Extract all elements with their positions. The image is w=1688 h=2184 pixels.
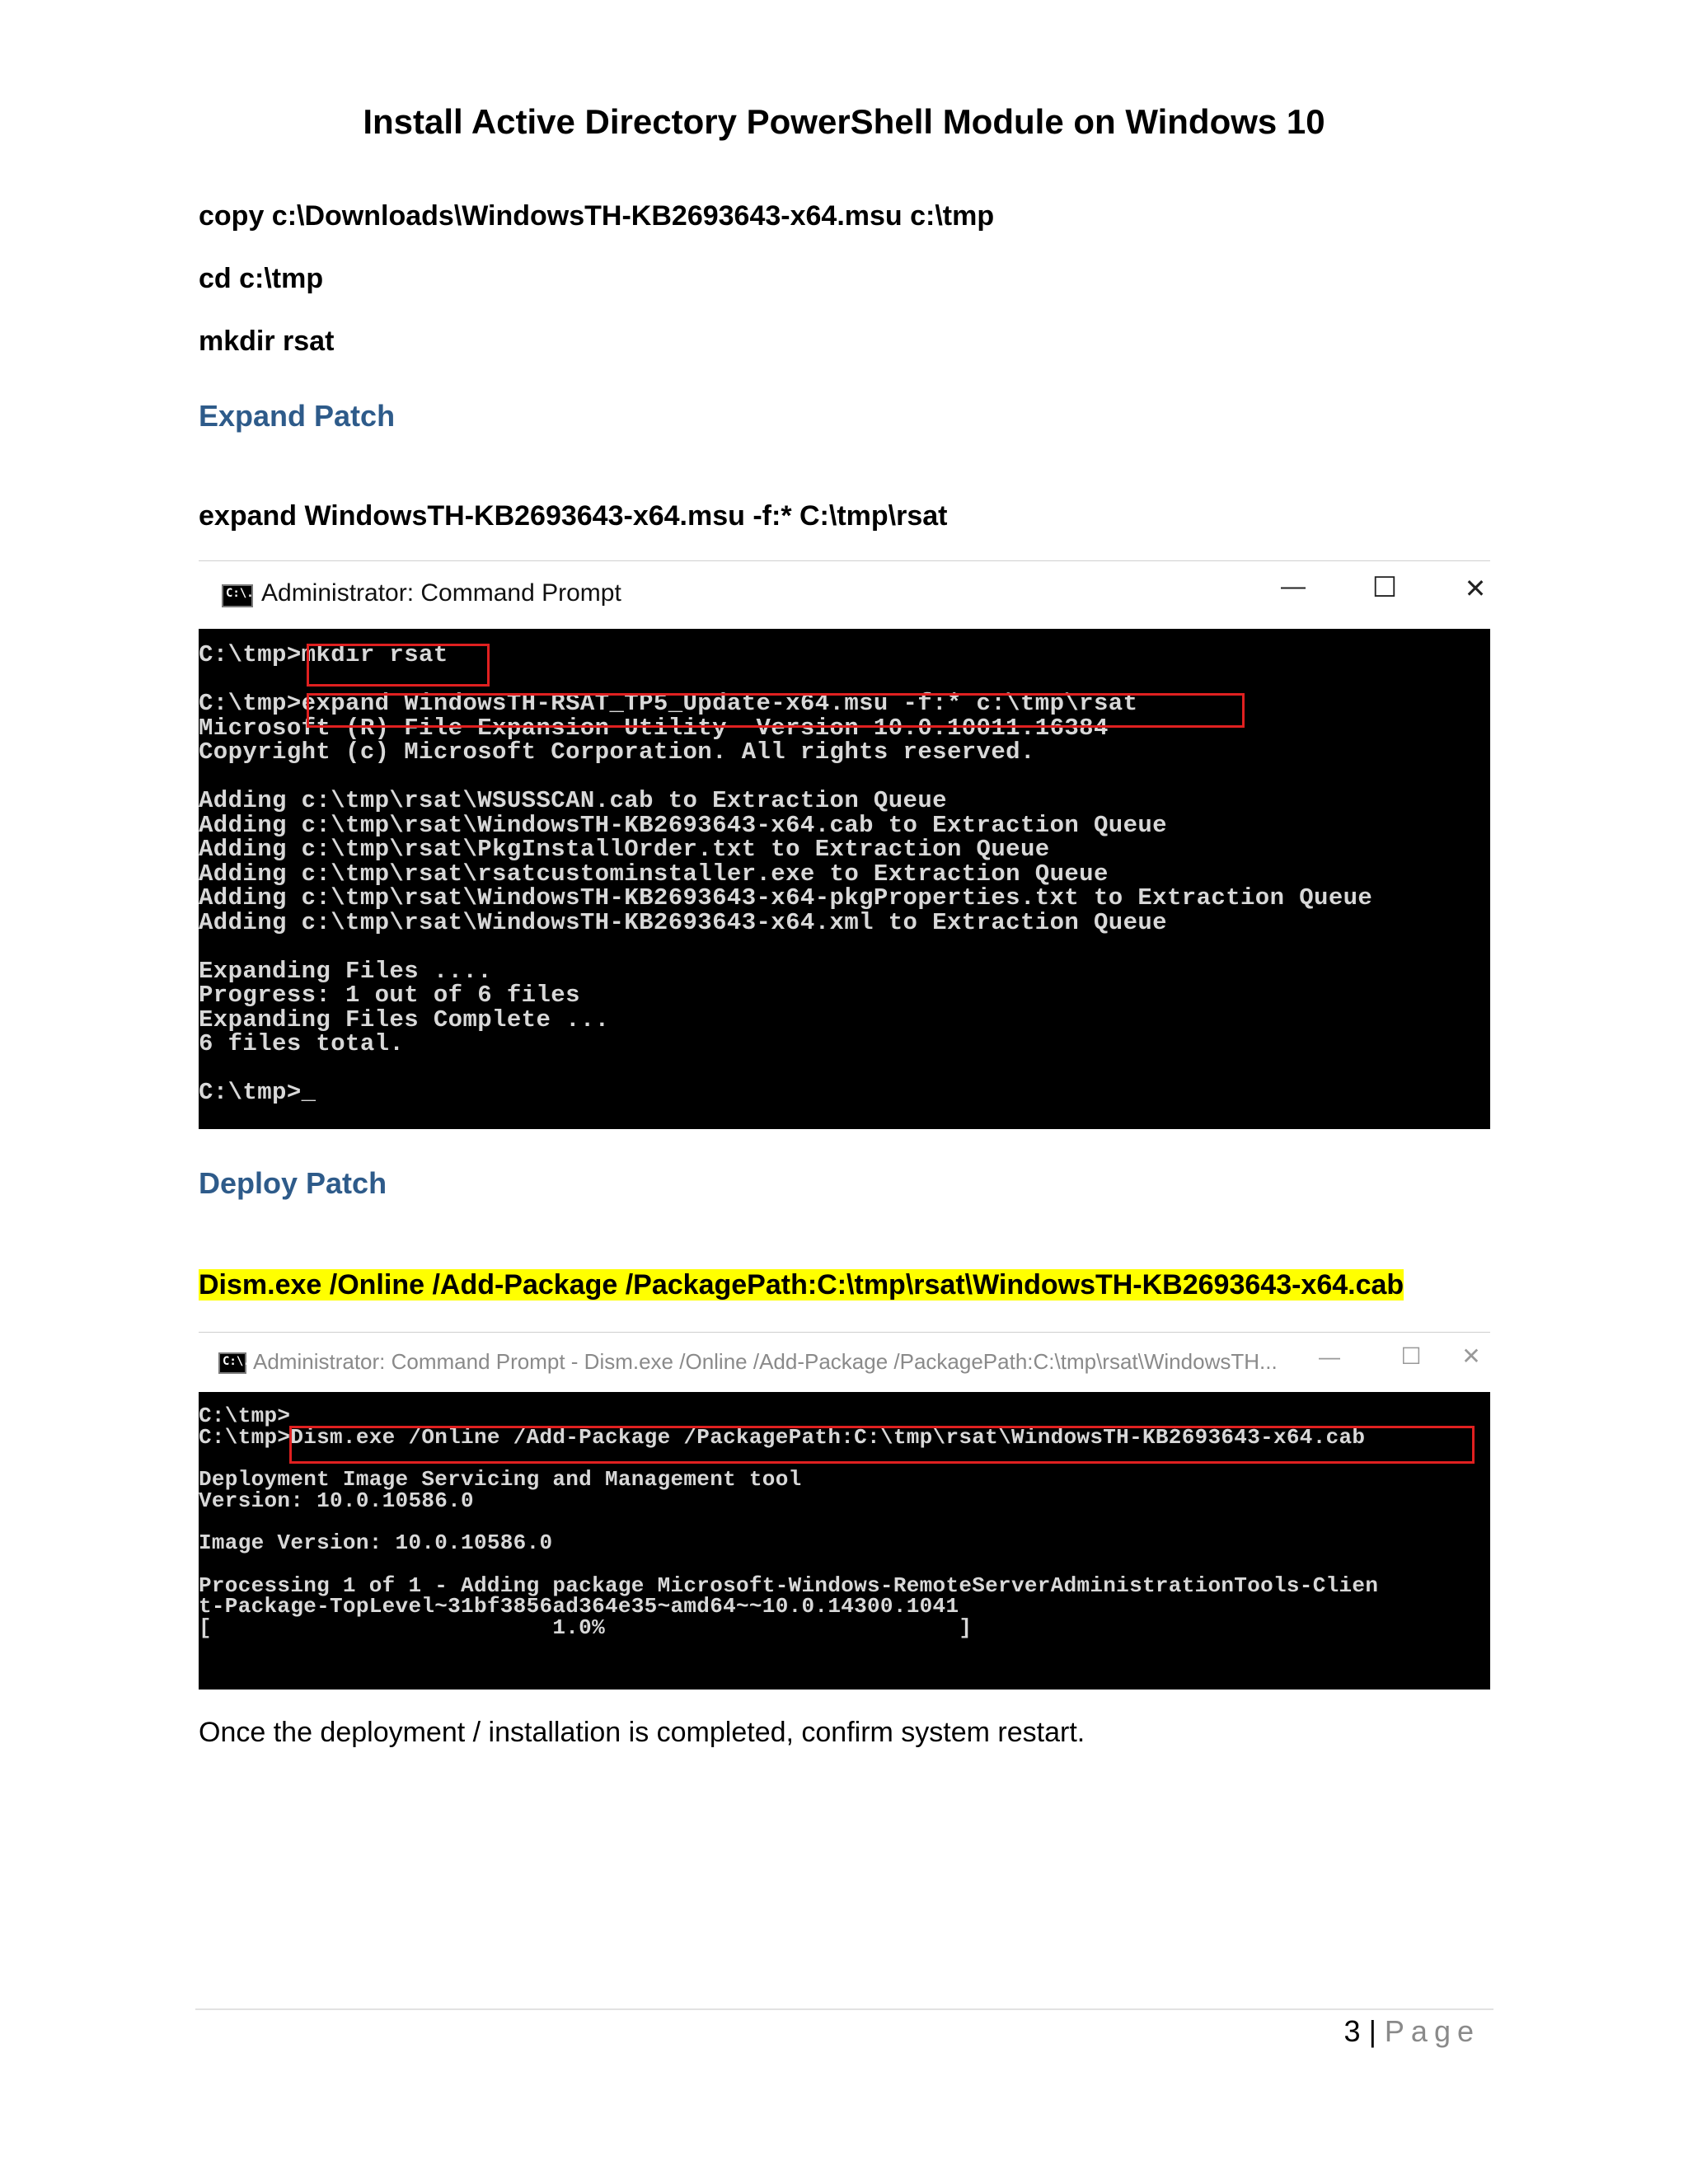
terminal-line: Adding c:\tmp\rsat\PkgInstallOrder.txt to Extraction Queue [199,836,1050,863]
expand-patch-heading: Expand Patch [199,399,396,433]
window-titlebar [199,560,1490,629]
terminal-line: Version: 10.0.10586.0 [199,1488,474,1513]
cmd-app-icon: C:\. [218,1352,246,1374]
page-number: 3 [1343,2014,1361,2048]
terminal-line: C:\tmp>Dism.exe /Online /Add-Package /PackagePath:C:\tmp\rsat\WindowsTH-KB2693643-x64.cab [199,1424,1366,1450]
terminal-line: Processing 1 of 1 - Adding package Microsoft-Windows-RemoteServerAdministrationTools-Clien [199,1572,1379,1598]
dism-command: Dism.exe /Online /Add-Package /PackagePath:C:\tmp\rsat\WindowsTH-KB2693643-x64.cab [199,1269,1404,1301]
window-title: Administrator: Command Prompt - Dism.exe /Online /Add-Package /PackagePath:C:\tmp\rsat\WindowsTH... [253,1349,1278,1374]
maximize-icon[interactable]: ☐ [1400,1343,1422,1369]
close-icon[interactable]: ✕ [1464,574,1487,603]
terminal-line: C:\tmp>mkdir rsat [199,641,448,668]
expand-command: expand WindowsTH-KB2693643-x64.msu -f:* C:\tmp\rsat [199,500,948,532]
terminal-line: t-Package-TopLevel~31bf3856ad364e35~amd64~~10.0.14300.1041 [199,1594,959,1619]
terminal-line: Adding c:\tmp\rsat\WindowsTH-KB2693643-x64.cab to Extraction Queue [199,811,1167,839]
terminal-line: Adding c:\tmp\rsat\WindowsTH-KB2693643-x64.xml to Extraction Queue [199,908,1167,936]
copy-command: copy c:\Downloads\WindowsTH-KB2693643-x64.msu c:\tmp [199,200,995,232]
terminal-line: Image Version: 10.0.10586.0 [199,1530,553,1556]
terminal-line [199,935,1372,959]
terminal-line: Adding c:\tmp\rsat\rsatcustominstaller.exe to Extraction Queue [199,860,1109,888]
terminal-line: Expanding Files .... [199,957,493,985]
terminal-line: Progress: 1 out of 6 files [199,982,580,1009]
terminal-line: Adding c:\tmp\rsat\WSUSSCAN.cab to Extraction Queue [199,787,947,814]
deploy-patch-heading: Deploy Patch [199,1166,387,1200]
page-label: Page [1384,2014,1480,2048]
highlight-mkdir [307,644,490,687]
terminal-line: Deployment Image Servicing and Management tool [199,1467,802,1493]
window-title: Administrator: Command Prompt [261,579,621,607]
terminal-line: 6 files total. [199,1030,405,1057]
highlight-dism [289,1426,1475,1464]
terminal-line [199,1554,1378,1576]
terminal-line: Adding c:\tmp\rsat\WindowsTH-KB2693643-x64-pkgProperties.txt to Extraction Queue [199,884,1373,912]
minimize-icon[interactable]: — [1281,573,1306,600]
cd-command: cd c:\tmp [199,263,324,294]
page-footer [1344,2014,1480,2049]
page-separator: | [1368,2014,1376,2048]
dism-command-prompt-window [199,1332,1490,1690]
maximize-icon[interactable]: ☐ [1372,572,1398,603]
terminal-line: C:\tmp>expand WindowsTH-RSAT_TP5_Update-x64.msu -f:* c:\tmp\rsat [199,690,1138,717]
command-prompt-window [199,560,1490,1129]
terminal-line: Microsoft (R) File Expansion Utility Version 10.0.10011.16384 [199,714,1109,742]
terminal-line: C:\tmp> [199,1404,291,1428]
terminal-line: Copyright (c) Microsoft Corporation. All rights reserved. [199,738,1035,766]
terminal-line: C:\tmp>_ [199,1079,316,1106]
closing-note: Once the deployment / installation is completed, confirm system restart. [199,1717,1085,1748]
close-icon[interactable]: ✕ [1461,1343,1481,1369]
document-title: Install Active Directory PowerShell Module on Windows 10 [363,102,1325,141]
terminal-line: Expanding Files Complete ... [199,1005,610,1033]
cmd-app-icon: C:\. [222,584,253,607]
mkdir-command: mkdir rsat [199,326,335,357]
footer-divider [195,2008,1493,2010]
terminal-line: [ 1.0% ] [199,1615,973,1640]
highlight-expand [307,693,1245,728]
terminal-line [199,765,1372,790]
terminal-line [199,1057,1372,1081]
minimize-icon[interactable]: — [1319,1344,1340,1369]
window-titlebar [199,1332,1490,1392]
